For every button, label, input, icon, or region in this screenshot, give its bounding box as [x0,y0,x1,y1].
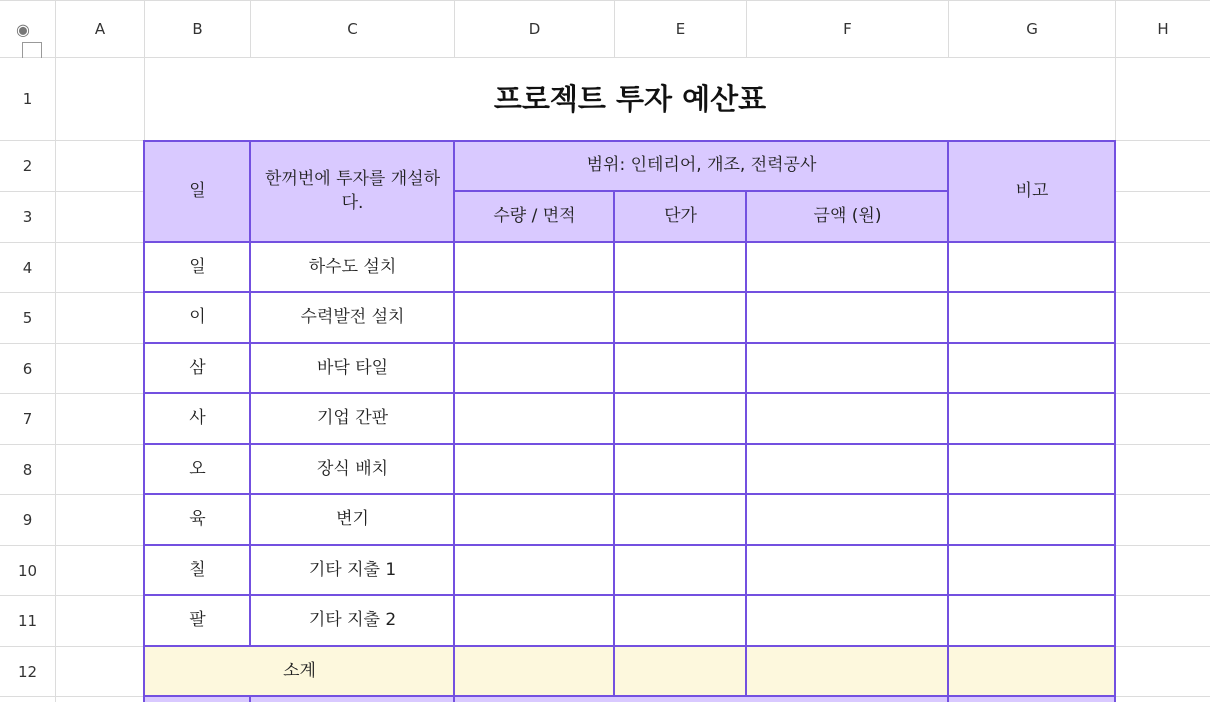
table-border [144,291,1116,293]
row-header[interactable]: 7 [0,394,55,444]
item-name[interactable]: 기업 간판 [251,394,454,444]
row-header[interactable]: 5 [0,293,55,343]
row-header[interactable]: 2 [0,141,55,191]
column-header-b[interactable]: B [145,1,250,57]
column-header-h[interactable]: H [1116,1,1210,57]
table-border [144,544,1116,546]
table-border [144,392,1116,394]
table-border [144,594,1116,596]
item-name[interactable]: 변기 [251,495,454,545]
row-header[interactable]: 11 [0,596,55,646]
table-border [249,140,251,646]
row-header[interactable]: 12 [0,647,55,696]
item-index[interactable]: 삼 [145,344,250,393]
subtotal-amount[interactable] [747,647,948,696]
header-scope[interactable]: 범위: 인테리어, 개조, 전력공사 [455,141,948,191]
column-header-f[interactable]: F [747,1,948,57]
header-amount[interactable]: 금액 (원) [747,192,948,242]
table-border [947,140,949,702]
column-header-d[interactable]: D [455,1,614,57]
header-index[interactable]: 일 [145,141,250,242]
sheet-title[interactable]: 프로젝트 투자 예산표 [145,58,1115,140]
table-border [249,695,251,702]
header-note[interactable]: 비고 [949,141,1115,242]
column-header-c[interactable]: C [251,1,454,57]
item-index[interactable]: 일 [145,243,250,292]
table-border [613,190,615,696]
grid-line [55,0,56,702]
table-border [144,241,1116,243]
item-name[interactable]: 기타 지출 1 [251,546,454,595]
select-all-corner[interactable] [0,0,55,57]
item-name[interactable]: 하수도 설치 [251,243,454,292]
table-border [144,695,1116,697]
item-index[interactable]: 사 [145,394,250,444]
column-header-e[interactable]: E [615,1,746,57]
table-border [453,140,455,702]
item-name[interactable]: 바닥 타일 [251,344,454,393]
table-border [144,645,1116,647]
column-header-a[interactable]: A [56,1,144,57]
subtotal-quantity[interactable] [455,647,614,696]
header-item[interactable]: 한꺼번에 투자를 개설하다. [251,141,454,242]
item-index[interactable]: 팔 [145,596,250,646]
row-header[interactable]: 6 [0,344,55,393]
row-header[interactable]: 4 [0,243,55,292]
column-header-g[interactable]: G [949,1,1115,57]
row-header[interactable]: 10 [0,546,55,595]
subtotal-unit-price[interactable] [615,647,746,696]
item-name[interactable]: 장식 배치 [251,445,454,494]
table-border [143,140,145,702]
table-border [144,140,1116,142]
item-index[interactable]: 육 [145,495,250,545]
table-border [144,342,1116,344]
row-header[interactable]: 8 [0,445,55,494]
next-row-cell[interactable] [145,697,1115,702]
item-name[interactable]: 수력발전 설치 [251,293,454,343]
header-quantity[interactable]: 수량 / 면적 [455,192,614,242]
table-border [454,190,949,192]
eye-icon[interactable]: ◉ [16,20,30,39]
table-border [1114,140,1116,702]
table-border [745,190,747,696]
subtotal-label[interactable]: 소계 [145,647,454,696]
row-header[interactable]: 1 [0,58,55,140]
table-border [144,443,1116,445]
item-index[interactable]: 오 [145,445,250,494]
item-index[interactable]: 이 [145,293,250,343]
row-header[interactable]: 3 [0,192,55,242]
table-border [144,493,1116,495]
row-header[interactable]: 9 [0,495,55,545]
item-index[interactable]: 칠 [145,546,250,595]
header-unit-price[interactable]: 단가 [615,192,746,242]
freeze-handle-icon[interactable] [22,42,42,58]
subtotal-note[interactable] [949,647,1115,696]
item-name[interactable]: 기타 지출 2 [251,596,454,646]
